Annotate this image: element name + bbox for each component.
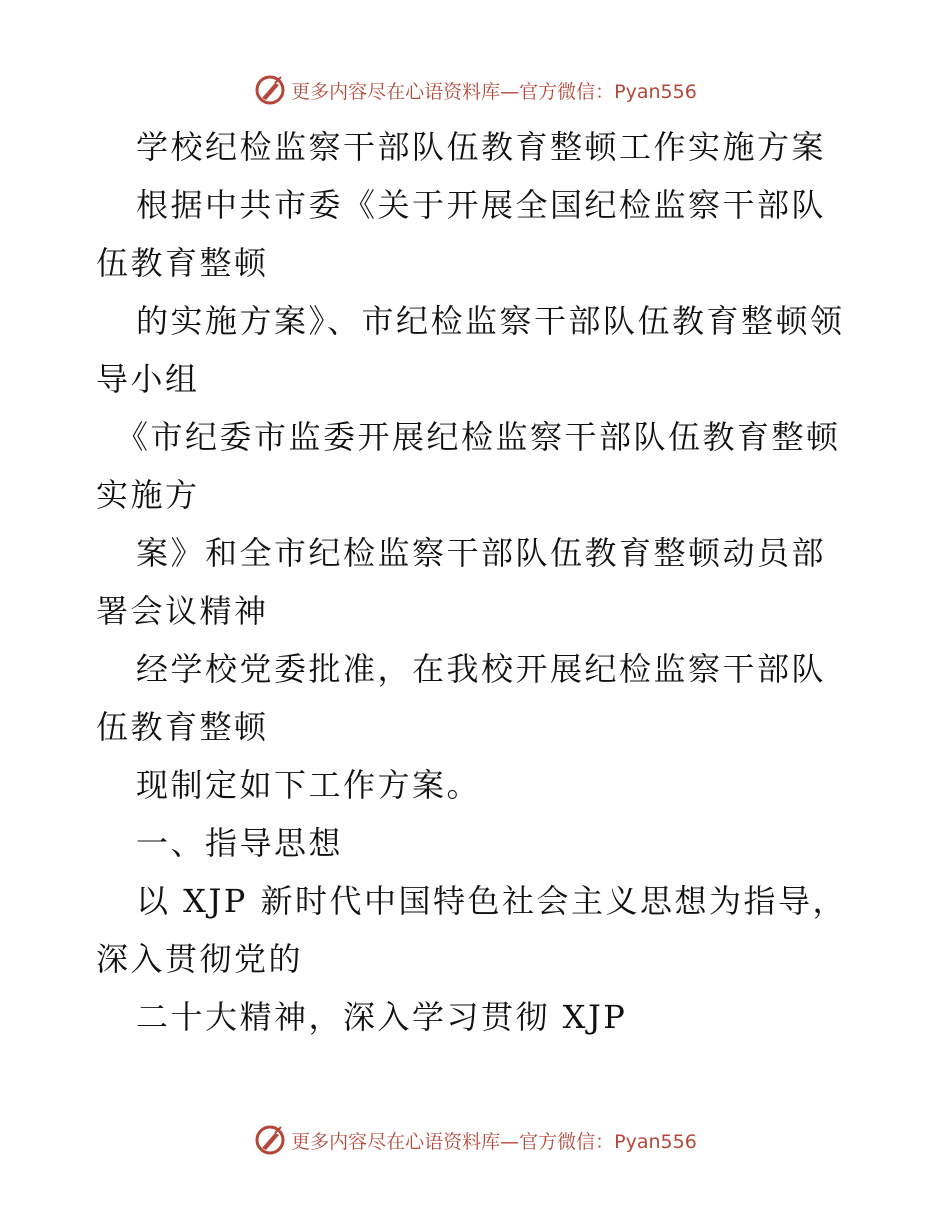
footer-banner: [0, 1120, 950, 1160]
paragraph: 以 XJP 新时代中国特色社会主义思想为指导，深入贯彻党的: [96, 882, 847, 978]
document-body: [96, 118, 856, 1046]
paragraph: 《市纪委市监委开展纪检监察干部队伍教育整顿实施方: [96, 418, 841, 514]
paragraph: 二十大精神，深入学习贯彻 XJP: [136, 998, 628, 1036]
paragraph: 经学校党委批准，在我校开展纪检监察干部队伍教育整顿: [96, 650, 827, 746]
paragraph: 案》和全市纪检监察干部队伍教育整顿动员部署会议精神: [96, 534, 827, 630]
banner-text: 更多内容尽在心语资料库—官方微信：Pyan556: [291, 1130, 697, 1153]
section-heading: 一、指导思想: [136, 824, 344, 862]
paragraph: 根据中共市委《关于开展全国纪检监察干部队伍教育整顿: [96, 186, 827, 282]
quill-logo-icon: [253, 1123, 287, 1157]
banner-text: 更多内容尽在心语资料库—官方微信：Pyan556: [291, 80, 697, 103]
quill-logo-icon: [253, 73, 287, 107]
paragraph: 现制定如下工作方案。: [136, 766, 482, 804]
document-title: 学校纪检监察干部队伍教育整顿工作实施方案: [136, 128, 827, 166]
paragraph: 的实施方案》、市纪检监察干部队伍教育整顿领导小组: [96, 302, 845, 398]
header-banner: [0, 70, 950, 110]
